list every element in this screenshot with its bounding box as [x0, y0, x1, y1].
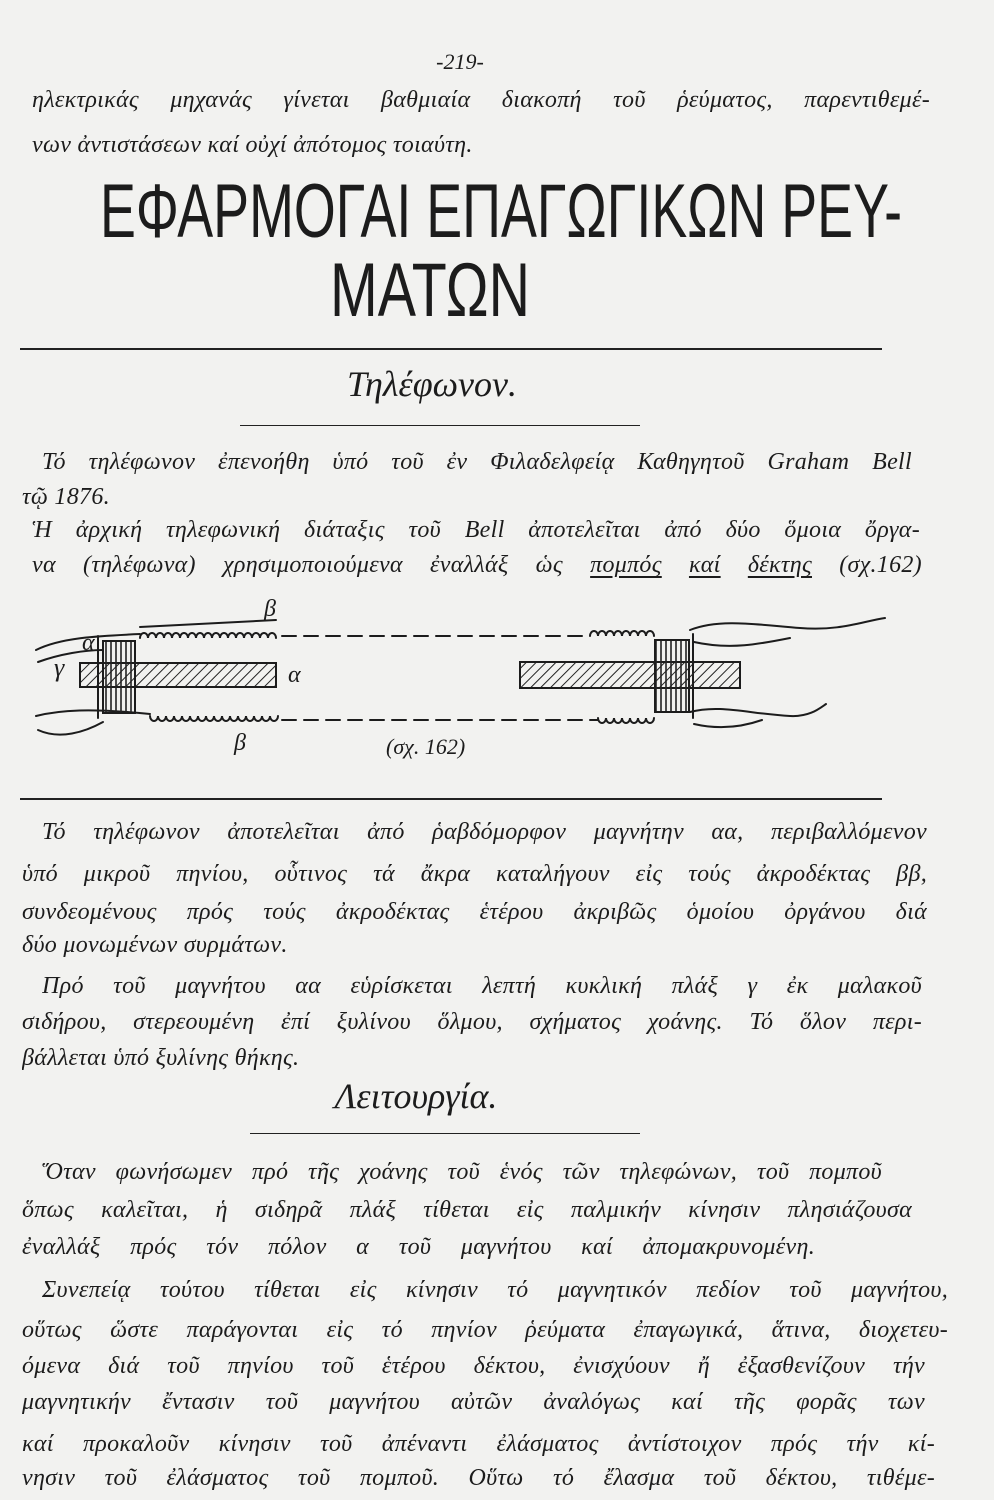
label-alpha-left: α: [82, 630, 95, 656]
construction-line-4: δύο μονωμένων συρμάτων.: [22, 932, 288, 958]
section-divider-1: [20, 348, 882, 350]
label-beta-bottom: β: [234, 730, 246, 756]
intro-line-1: ηλεκτρικάς μηχανάς γίνεται βαθμιαία διακοπή τοῦ ῥεύματος, παρεντιθεμέ-: [32, 87, 930, 113]
heading-telephone-underline: [240, 425, 640, 426]
heading-operation: Λειτουργία.: [334, 1076, 498, 1116]
chapter-title: [0, 170, 994, 330]
label-gamma: γ: [54, 653, 65, 682]
heading-telephone: Τηλέφωνον.: [347, 364, 517, 404]
construction-line-5: Πρό τοῦ μαγνήτου αα εὑρίσκεται λεπτή κυκλική πλάξ γ ἐκ μαλακοῦ: [42, 973, 922, 999]
figure-reference: (σχ.162): [839, 552, 922, 578]
operation-line-7: μαγνητικήν ἔντασιν τοῦ μαγνήτου αὐτῶν ἀναλόγως καί τῆς φορᾶς των: [22, 1389, 925, 1415]
left-coil-top-windings: [140, 633, 276, 638]
telephone-line-2: τῷ 1876.: [22, 484, 110, 510]
telephone-diagram: [0, 595, 994, 770]
left-funnel-bottom-inner: [38, 722, 103, 735]
telephone-line-4: [32, 547, 922, 583]
right-coil-top-windings: [590, 631, 654, 636]
right-funnel-top-outer: [690, 618, 885, 630]
telephone-line-1: Τό τηλέφωνον ἐπενοήθη ὑπό τοῦ ἐν Φιλαδελφείᾳ Καθηγητοῦ Graham Bell: [42, 449, 912, 475]
construction-line-3: συνδεομένους πρός τούς ἀκροδέκτας ἑτέρου ἀκριβῶς ὁμοίου ὀργάνου διά: [22, 899, 927, 925]
construction-line-6: σιδήρου, στερεουμένη ἐπί ξυλίνου ὅλμου, σχήματος χοάνης. Τό ὅλον περι-: [22, 1009, 922, 1035]
operation-line-4: Συνεπείᾳ τούτου τίθεται εἰς κίνησιν τό μαγνητικόν πεδίον τοῦ μαγνήτου,: [42, 1277, 948, 1303]
telephone-line-4-start: να (τηλέφωνα) χρησιμοποιούμενα ἐναλλάξ ὡς: [32, 552, 563, 578]
operation-line-2: ὅπως καλεῖται, ἡ σιδηρᾶ πλάξ τίθεται εἰς παλμικήν κίνησιν πλησιάζουσα: [22, 1197, 912, 1223]
section-divider-2: [20, 798, 882, 800]
figure-caption: (σχ. 162): [386, 734, 466, 759]
construction-line-1: Τό τηλέφωνον ἀποτελεῖται ἀπό ῥαβδόμορφον μαγνήτην αα, περιβαλλόμενον: [42, 819, 927, 845]
right-funnel-bottom-inner: [694, 720, 762, 727]
telephone-line-3: Ἡ ἀρχική τηλεφωνική διάταξις τοῦ Bell ἀποτελεῖται ἀπό δύο ὅμοια ὄργα-: [32, 517, 920, 543]
operation-line-6: όμενα διά τοῦ πηνίου τοῦ ἑτέρου δέκτου, ἐνισχύουν ἤ ἐξασθενίζουν τήν: [22, 1353, 925, 1379]
operation-line-3: ἐναλλάξ πρός τόν πόλον α τοῦ μαγνήτου καί ἀπομακρυνομένη.: [22, 1234, 815, 1260]
left-coil-bottom-windings: [150, 716, 278, 721]
term-transmitter: πομπός: [590, 552, 662, 578]
left-terminal-wire-top: [140, 620, 276, 627]
term-and: καί: [688, 552, 721, 578]
left-coil-block: [103, 641, 135, 713]
construction-line-7: βάλλεται ὑπό ξυλίνης θήκης.: [22, 1045, 300, 1071]
construction-line-2: ὑπό μικροῦ πηνίου, οὗτινος τά ἄκρα καταλήγουν εἰς τούς ἀκροδέκτας ββ,: [22, 861, 927, 887]
heading-operation-underline: [250, 1133, 640, 1134]
right-coil-bottom-windings: [598, 718, 654, 723]
operation-line-1: Ὅταν φωνήσωμεν πρό τῆς χοάνης τοῦ ἑνός τῶν τηλεφώνων, τοῦ πομποῦ: [42, 1159, 882, 1185]
label-beta-top: β: [264, 596, 276, 622]
right-funnel-bottom-outer: [690, 704, 826, 716]
operation-line-8: καί προκαλοῦν κίνησιν τοῦ ἀπέναντι ἐλάσματος ἀντίστοιχον πρός τήν κί-: [22, 1431, 935, 1457]
operation-line-9: νησιν τοῦ ἐλάσματος τοῦ πομποῦ. Οὕτω τό ἔλασμα τοῦ δέκτου, τιθέμε-: [22, 1465, 935, 1491]
operation-line-5: οὕτως ὥστε παράγονται εἰς τό πηνίον ῥεύματα ἐπαγωγικά, ἅτινα, διοχετευ-: [22, 1317, 948, 1343]
right-magnet-rod: [520, 662, 740, 688]
right-coil-block: [655, 640, 689, 712]
chapter-title-line-1: ΕΦΑΡΜΟΓΑΙ ΕΠΑΓΩΓΙΚΩΝ ΡΕΥ-: [100, 170, 902, 254]
chapter-title-line-2: ΜΑΤΩΝ: [330, 248, 530, 330]
right-funnel-top-inner: [694, 638, 790, 646]
label-alpha-rod: α: [288, 662, 301, 688]
intro-line-2: νων ἀντιστάσεων καί οὐχί ἀπότομος τοιαύτη.: [32, 132, 473, 158]
page-number: -219-: [436, 49, 484, 74]
term-receiver: δέκτης: [747, 552, 812, 578]
